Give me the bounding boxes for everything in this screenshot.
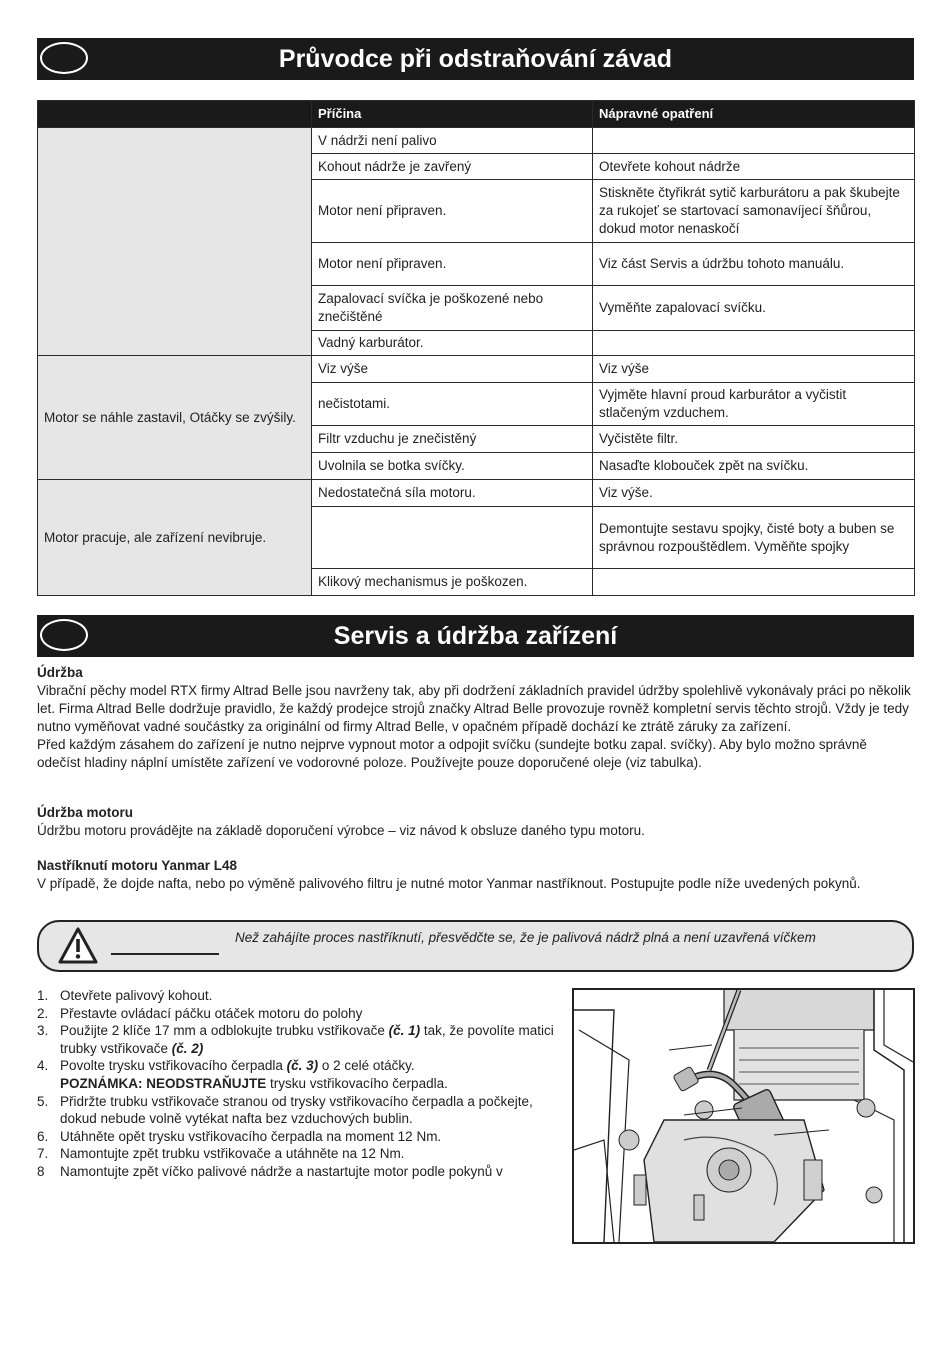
cause-cell: Vadný karburátor. xyxy=(312,331,593,356)
step-text: Povolte trysku vstřikovacího čerpadla xyxy=(60,1058,287,1074)
remedy-cell xyxy=(593,128,915,154)
step-text: trysku vstřikovacího čerpadla. xyxy=(266,1075,448,1091)
step-number: 4. xyxy=(37,1058,49,1074)
header-cause: Příčina xyxy=(312,101,593,128)
section-header-service xyxy=(37,615,914,657)
maintenance-heading: Údržba xyxy=(37,665,83,680)
cause-cell: Viz výše xyxy=(312,356,593,383)
warning-divider xyxy=(111,953,219,955)
table-row xyxy=(38,480,915,507)
warning-box xyxy=(37,920,914,972)
table-header-row xyxy=(38,101,915,128)
engine-drawing xyxy=(574,990,913,1242)
remedy-cell: Stiskněte čtyřikrát sytič karburátoru a pak škubejte za rukojeť se startovací samonavíjecí šňůrou, dokud motor nenaskočí xyxy=(593,180,915,243)
fault-cell: Motor se náhle zastavil, Otáčky se zvýšily. xyxy=(38,356,312,480)
maintenance-paragraph-2: Před každým zásahem do zařízení je nutno nejprve vypnout motor a odpojit svíčku (sundejte botku zapal. svíčky). Aby bylo možno správně odečíst hladiny náplní umístěte zařízení ve vodorovné poloze. Používejte pouze doporučené oleje (viz tabulka). xyxy=(37,737,867,770)
remedy-cell xyxy=(593,331,915,356)
step-text: Namontujte zpět víčko palivové nádrže a nastartujte motor podle pokynů v xyxy=(60,1163,503,1179)
list-item xyxy=(37,1128,557,1146)
step-text: (č. 1) xyxy=(388,1023,421,1039)
step-number: 1. xyxy=(37,988,49,1003)
bleed-paragraph: V případě, že dojde nafta, nebo po výměně palivového filtru je nutné motor Yanmar nastříknout. Postupujte podle níže uvedených pokynů. xyxy=(37,876,861,891)
list-item xyxy=(37,1005,557,1023)
remedy-cell: Demontujte sestavu spojky, čisté boty a buben se správnou rozpouštědlem. Vyměňte spojky xyxy=(593,507,915,569)
remedy-cell: Viz výše. xyxy=(593,480,915,507)
maintenance-section xyxy=(37,664,914,772)
cause-cell: nečistotami. xyxy=(312,383,593,426)
injector-illustration xyxy=(572,988,915,1244)
step-text: Přestavte ovládací páčku otáček motoru do polohy xyxy=(60,1005,363,1021)
step-text: Použijte 2 klíče 17 mm a odblokujte trubku vstřikovače xyxy=(60,1023,389,1039)
section-header-troubleshooting xyxy=(37,38,914,80)
fault-cell: Motor pracuje, ale zařízení nevibruje. xyxy=(38,480,312,596)
step-text: (č. 2) xyxy=(171,1040,204,1056)
list-item xyxy=(37,1093,557,1128)
remedy-cell: Nasaďte klobouček zpět na svíčku. xyxy=(593,453,915,480)
header-fault xyxy=(38,101,312,128)
step-number: 6. xyxy=(37,1128,49,1144)
step-text: Otevřete palivový kohout. xyxy=(60,988,213,1003)
remedy-cell xyxy=(593,569,915,596)
cause-cell: Zapalovací svíčka je poškozené nebo znečištěné xyxy=(312,286,593,331)
list-item xyxy=(37,1145,557,1163)
warning-triangle-icon xyxy=(57,926,99,966)
cause-cell: Motor není připraven. xyxy=(312,180,593,243)
maintenance-paragraph-1: Vibrační pěchy model RTX firmy Altrad Belle jsou navrženy tak, aby při dodržení základních pravidel údržby spolehlivě vykonávaly práci po několik let. Firma Altrad Belle dodržuje pravidlo, že každý prodejce strojů značky Altrad Belle provozuje rovněž kompletní servis těchto strojů. Vždy je tedy nutno vyměňovat vadné součástky za originální od firmy Altrad Belle, v opačném případě dochází ke ztrátě záruky za zařízení. xyxy=(37,683,911,734)
step-text: Utáhněte opět trysku vstřikovacího čerpadla na moment 12 Nm. xyxy=(60,1128,442,1144)
engine-heading: Údržba motoru xyxy=(37,805,133,820)
step-text: tak, že povolíte matici trubky vstřikovače xyxy=(60,1023,554,1056)
remedy-cell: Vyměňte zapalovací svíčku. xyxy=(593,286,915,331)
list-item xyxy=(37,1057,557,1092)
list-item xyxy=(37,987,557,1005)
remedy-cell: Vyjměte hlavní proud karburátor a vyčistit stlačeným vzduchem. xyxy=(593,383,915,426)
cause-cell: Motor není připraven. xyxy=(312,243,593,286)
step-number: 3. xyxy=(37,1023,49,1039)
cause-cell: Klikový mechanismus je poškozen. xyxy=(312,569,593,596)
cause-cell: Filtr vzduchu je znečistěný xyxy=(312,426,593,453)
step-text: Namontujte zpět trubku vstřikovače a utáhněte na 12 Nm. xyxy=(60,1146,405,1162)
step-number: 8 xyxy=(37,1163,45,1179)
cause-cell: Uvolnila se botka svíčky. xyxy=(312,453,593,480)
bleed-steps-list xyxy=(37,987,557,1181)
table-row xyxy=(38,128,915,154)
bleed-section xyxy=(37,857,914,893)
remedy-cell: Viz část Servis a údržbu tohoto manuálu. xyxy=(593,243,915,286)
remedy-cell: Vyčistěte filtr. xyxy=(593,426,915,453)
list-item xyxy=(37,1022,557,1057)
troubleshooting-table xyxy=(37,100,915,596)
step-text: o 2 celé otáčky. xyxy=(318,1058,415,1074)
header-remedy: Nápravné opatření xyxy=(593,101,915,128)
engine-maintenance-section xyxy=(37,804,914,840)
cause-cell: Nedostatečná síla motoru. xyxy=(312,480,593,507)
table-row xyxy=(38,356,915,383)
list-item xyxy=(37,1163,557,1181)
engine-paragraph: Údržbu motoru provádějte na základě doporučení výrobce – viz návod k obsluze daného typu motoru. xyxy=(37,823,645,838)
fault-cell xyxy=(38,128,312,356)
bleed-heading: Nastříknutí motoru Yanmar L48 xyxy=(37,858,238,873)
cause-cell xyxy=(312,507,593,569)
step-text: POZNÁMKA: NEODSTRAŇUJTE xyxy=(60,1075,267,1091)
step-text: Přidržte trubku vstřikovače stranou od trysky vstřikovacího čerpadla a počkejte, dokud nebude volně vytékat nafta bez vzduchových bublin. xyxy=(60,1093,533,1127)
cause-cell: V nádrži není palivo xyxy=(312,128,593,154)
step-text: (č. 3) xyxy=(286,1058,319,1074)
step-number: 2. xyxy=(37,1005,49,1021)
cause-cell: Kohout nádrže je zavřený xyxy=(312,154,593,180)
step-number: 7. xyxy=(37,1146,49,1162)
step-number: 5. xyxy=(37,1093,49,1109)
remedy-cell: Viz výše xyxy=(593,356,915,383)
section-title: Průvodce při odstraňování závad xyxy=(278,45,673,73)
remedy-cell: Otevřete kohout nádrže xyxy=(593,154,915,180)
warning-text: Než zahájíte proces nastříknutí, přesvědčte se, že je palivová nádrž plná a není uzavřená víčkem xyxy=(235,930,816,945)
section-title: Servis a údržba zařízení xyxy=(333,622,618,650)
